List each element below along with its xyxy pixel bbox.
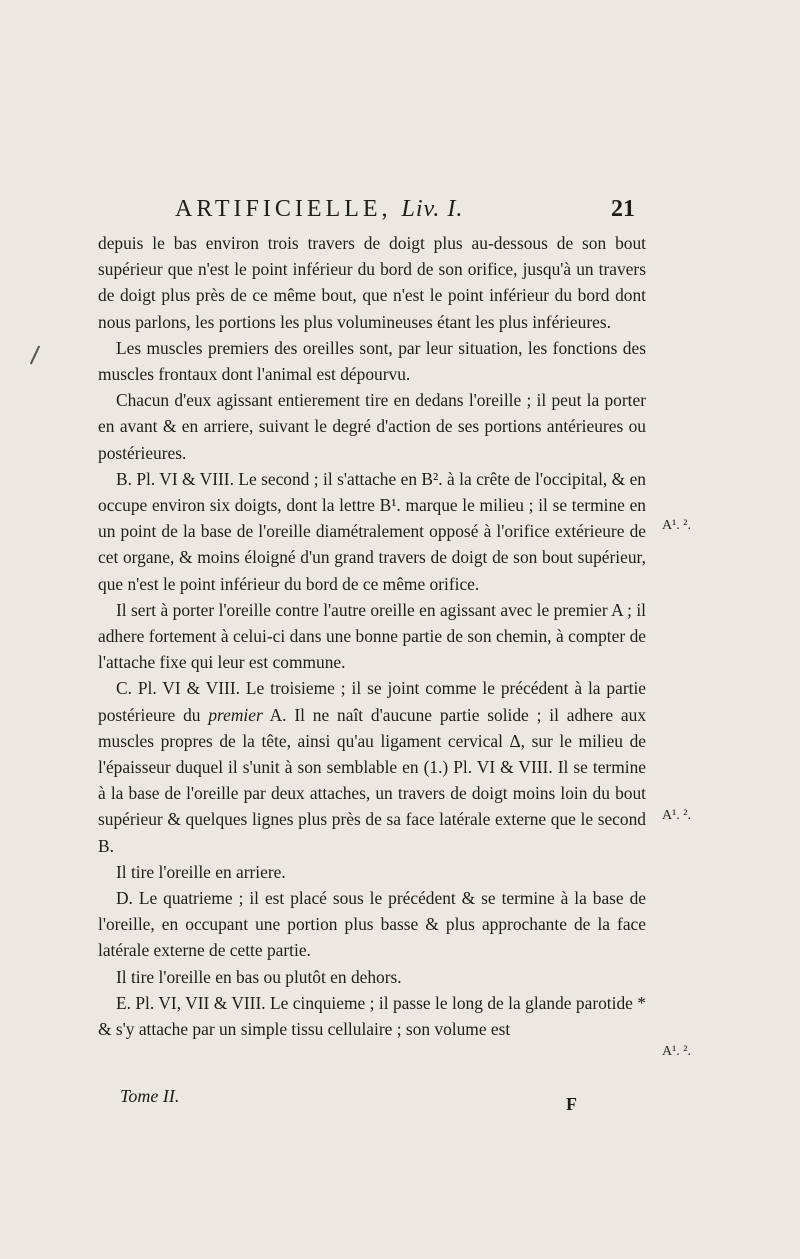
ink-mark [30, 346, 40, 365]
italic-word: premier [208, 704, 263, 725]
body-text [98, 230, 646, 1042]
paragraph: Il sert à porter l'oreille contre l'autre oreille en agissant avec le premier A ; il adhere fortement à celui-ci dans une bonne partie de son chemin, à compter de l'attache fixe qui leur est commune. [98, 599, 646, 673]
header-title: ARTIFICIELLE, [175, 196, 392, 222]
paragraph: Il tire l'oreille en bas ou plutôt en dehors. [116, 966, 402, 987]
page-number: 21 [611, 196, 635, 222]
paragraph: Il tire l'oreille en arriere. [116, 861, 286, 882]
paragraph [98, 675, 646, 858]
paragraph: Les muscles premiers des oreilles sont, par leur situation, les fonctions des muscles frontaux dont l'animal est dépourvu. [98, 337, 646, 385]
paragraph-text: C. Pl. VI & VIII. Le troisieme ; il se joint comme le précédent à la partie postérieure du [98, 678, 646, 725]
paragraph: Chacun d'eux agissant entierement tire en dedans l'oreille ; il peut la porter en avant & en arriere, suivant le degré d'action de ses portions antérieures ou postérieures. [98, 390, 646, 463]
paragraph: B. Pl. VI & VIII. Le second ; il s'attache en B². à la crête de l'occipital, & en occupe environ six doigts, dont la lettre B¹. marque le milieu ; il se termine en un point de la base de l'oreille diamétralement opposé à l'orifice extérieure de cet organe, & moins éloigné d'un grand travers de doigt de son bout supérieur, que n'est le point inférieur du bord de ce même orifice. [98, 468, 646, 594]
header-book: Liv. I. [401, 196, 464, 222]
paragraph-text: A. Il ne naît d'aucune partie solide ; il adhere aux muscles propres de la tête, ainsi qu'au ligament cervical Δ, sur le milieu de l'épaisseur duquel il s'unit à son semblable en (1.) Pl. VI & VIII. Il se termine à la base de l'oreille par deux attaches, un travers de doigt moins loin du bout supérieur & quelques lignes plus près de sa face latérale externe que le second B. [98, 704, 647, 856]
running-header [175, 196, 635, 223]
margin-note: A¹. ². [662, 518, 692, 533]
margin-note: A¹. ². [662, 1044, 692, 1059]
paragraph: depuis le bas environ trois travers de doigt plus au-dessous de son bout supérieur que n'est le point inférieur du bord de son orifice, jusqu'à un travers de doigt plus près de ce même bout, que n'est le point inférieur du bord dont nous parlons, les portions les plus volumineuses étant les plus inférieures. [98, 233, 646, 332]
margin-note: A¹. ². [662, 808, 692, 823]
volume-label: Tome II. [120, 1086, 180, 1106]
paragraph: E. Pl. VI, VII & VIII. Le cinquieme ; il passe le long de la glande parotide * & s'y attache par un simple tissu cellulaire ; son volume est [98, 992, 646, 1040]
paragraph: D. Le quatrieme ; il est placé sous le précédent & se termine à la base de l'oreille, en occupant une portion plus basse & plus approchante de la face latérale externe de cette partie. [98, 888, 646, 961]
signature-mark: F [566, 1094, 577, 1114]
